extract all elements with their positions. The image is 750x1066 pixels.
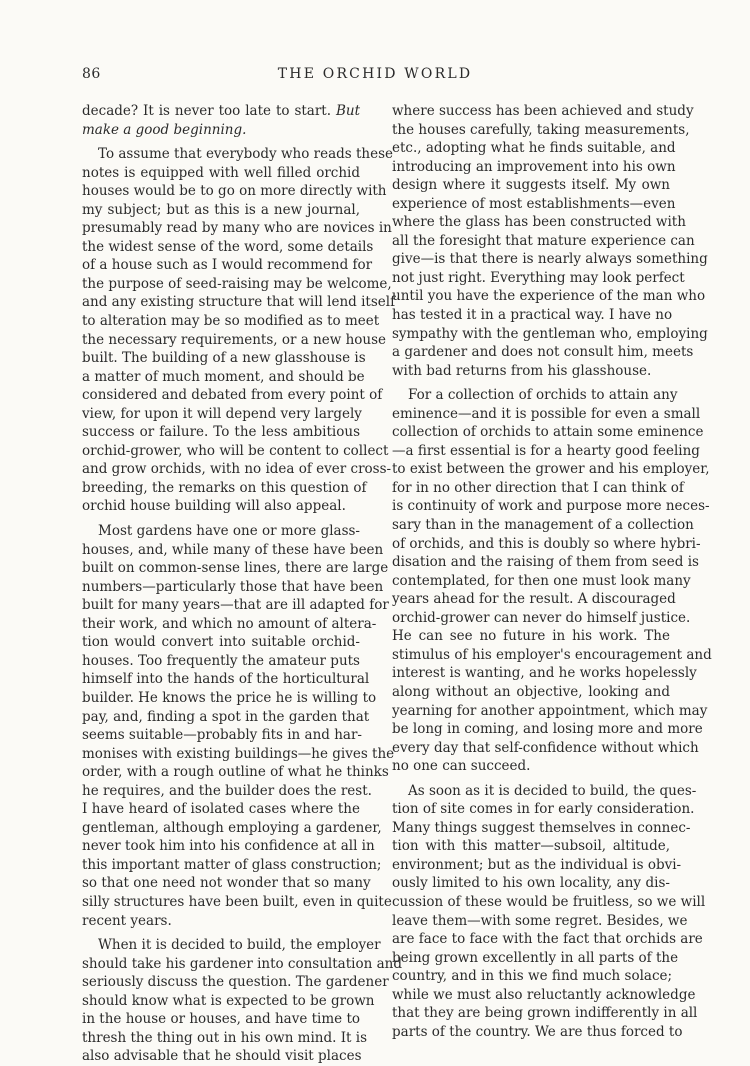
- text-line-content: the widest sense of the word, some details: [82, 238, 374, 255]
- running-title: THE ORCHID WORLD: [277, 66, 473, 82]
- text-line: [392, 176, 670, 195]
- text-line: [82, 541, 384, 560]
- text-line: [392, 343, 694, 362]
- text-line-content: country, and in this we find much solace;: [392, 968, 673, 985]
- text-line-content: view, for upon it will depend very largely: [82, 405, 362, 422]
- text-line-content: collection of orchids to attain some eminence: [392, 424, 704, 441]
- text-line-content: For a collection of orchids to attain any: [408, 387, 678, 404]
- text-line-content: environment; but as the individual is obvi-: [392, 856, 682, 873]
- text-line: [392, 683, 670, 702]
- text-line: [392, 232, 695, 251]
- text-line-content: being grown excellently in all parts of the: [392, 949, 679, 966]
- text-line-content: never took him into his confidence at all in: [82, 838, 375, 855]
- text-line-content: leave them—with some regret. Besides, we: [392, 912, 688, 929]
- text-line: [82, 201, 360, 220]
- text-line-content: breeding, the remarks on this question of: [82, 479, 367, 496]
- text-line: [392, 590, 676, 609]
- text-line: [82, 293, 396, 312]
- text-line-content: himself into the hands of the horticultural: [82, 671, 370, 688]
- text-line: [82, 368, 365, 387]
- text-line: [82, 992, 375, 1011]
- text-line: [392, 423, 704, 442]
- text-line: [82, 275, 392, 294]
- text-line-content: of a house such as I would recommend for: [82, 257, 373, 274]
- page-number: 86: [82, 66, 101, 82]
- text-line: [82, 479, 367, 498]
- text-line-content: orchid-grower can never do himself justice.: [392, 609, 691, 626]
- text-line: [392, 250, 708, 269]
- text-line-content: to exist between the grower and his employer,: [392, 461, 710, 478]
- text-line-content: considered and debated from every point of: [82, 387, 383, 404]
- text-line: [392, 739, 699, 758]
- text-line-content: a gardener and does not consult him, meets: [392, 344, 694, 361]
- text-line: [82, 442, 389, 461]
- text-line-content: notes is equipped with well filled orchid: [82, 164, 360, 181]
- text-line-content: for in no other direction that I can think of: [392, 479, 684, 496]
- text-line-content: where the glass has been constructed with: [392, 214, 686, 231]
- text-line-content: —a first essential is for a hearty good feeling: [392, 442, 700, 459]
- text-line-content: until you have the experience of the man who: [392, 288, 706, 305]
- text-line-content: also advisable that he should visit places: [82, 1048, 362, 1065]
- text-line-content: numbers—particularly those that have been: [82, 578, 384, 595]
- left-column: [82, 102, 402, 1066]
- text-line-content: with bad returns from his glasshouse.: [392, 362, 652, 379]
- text-line-content: and any existing structure that will lend itself: [82, 294, 396, 311]
- text-line-content: silly structures have been built, even in quite: [82, 893, 392, 910]
- text-line: [392, 497, 710, 516]
- text-line: [82, 726, 360, 745]
- emphasis-text: But: [335, 103, 360, 119]
- text-line: [82, 331, 387, 350]
- text-line: [392, 139, 676, 158]
- text-line: [392, 213, 686, 232]
- text-line: [82, 405, 360, 424]
- right-column: [392, 102, 712, 1041]
- text-line: [82, 874, 371, 893]
- text-line: [82, 238, 374, 257]
- text-line-content: tion would convert into suitable orchid-: [82, 634, 360, 651]
- text-line: [82, 763, 389, 782]
- text-line: [392, 986, 696, 1005]
- text-line: [82, 689, 377, 708]
- text-line: [392, 800, 695, 819]
- text-line-content: design where it suggests itself. My own: [392, 177, 670, 194]
- text-line: [392, 306, 673, 325]
- text-line: [392, 720, 703, 739]
- text-line: [82, 670, 370, 689]
- text-line: [392, 535, 701, 554]
- text-line-content: disation and the raising of them from seed is: [392, 554, 699, 571]
- text-line-content: decade? It is never too late to start.: [82, 103, 336, 119]
- text-line-content: houses. Too frequently the amateur puts: [82, 652, 360, 669]
- text-line: [82, 615, 377, 634]
- text-line-content: built on common-sense lines, there are large: [82, 560, 389, 577]
- text-line: [392, 782, 697, 801]
- text-line: [392, 158, 676, 177]
- text-line-content: are face to face with the fact that orchids are: [392, 931, 703, 948]
- text-line: [392, 949, 679, 968]
- text-line: [392, 325, 708, 344]
- text-line-content: has tested it in a practical way. I have no: [392, 307, 673, 324]
- text-line-content: He can see no future in his work. The: [392, 628, 670, 645]
- text-line-content: the purpose of seed-raising may be welcome,: [82, 275, 392, 292]
- text-line: [392, 893, 706, 912]
- text-line: [82, 497, 360, 516]
- text-line-content: built. The building of a new glasshouse is: [82, 350, 366, 367]
- text-line-content: the houses carefully, taking measurements,: [392, 121, 690, 138]
- text-line: [392, 967, 673, 986]
- text-line: [392, 386, 678, 405]
- text-line-content: introducing an improvement into his own: [392, 158, 676, 175]
- text-line-content: where success has been achieved and study: [392, 103, 694, 119]
- text-line: [82, 912, 360, 931]
- text-line-content: houses, and, while many of these have been: [82, 541, 384, 558]
- text-line-content: When it is decided to build, the employer: [98, 937, 381, 954]
- text-line: [82, 973, 389, 992]
- text-line: [392, 930, 703, 949]
- text-line-content: in the house or houses, and have time to: [82, 1011, 360, 1028]
- text-line: [392, 121, 690, 140]
- text-line-content: contemplated, for then one must look many: [392, 572, 691, 589]
- text-line: [392, 102, 694, 121]
- text-line-content: seriously discuss the question. The gardener: [82, 974, 389, 991]
- text-line-content: As soon as it is decided to build, the ques-: [408, 782, 697, 799]
- text-line-content: I have heard of isolated cases where the: [82, 801, 360, 818]
- text-line-content: not just right. Everything may look perfect: [392, 269, 685, 286]
- text-line-content: the necessary requirements, or a new house: [82, 331, 387, 348]
- text-line: [82, 349, 366, 368]
- text-line-content: a matter of much moment, and should be: [82, 368, 365, 385]
- text-line: [392, 664, 697, 683]
- text-line: [392, 195, 676, 214]
- text-line-content: stimulus of his employer's encouragement and: [392, 646, 712, 663]
- text-line: [82, 745, 395, 764]
- text-line: [82, 819, 382, 838]
- text-line: [392, 874, 670, 893]
- text-line-content: this important matter of glass construction;: [82, 856, 382, 873]
- text-line-content: be long in coming, and losing more and more: [392, 721, 703, 738]
- page-header: [0, 66, 750, 86]
- text-line: [82, 219, 392, 238]
- text-line-content: thresh the thing out in his own mind. It is: [82, 1029, 368, 1046]
- text-line-content: give—is that there is nearly always something: [392, 251, 708, 268]
- text-line: [82, 596, 389, 615]
- text-line: [392, 553, 699, 572]
- text-line-content: every day that self-confidence without which: [392, 739, 699, 756]
- text-line-content: orchid house building will also appeal.: [82, 498, 346, 515]
- text-line: [82, 102, 360, 121]
- text-line-content: yearning for another appointment, which may: [392, 702, 708, 719]
- text-line-content: my subject; but as this is a new journal,: [82, 201, 360, 218]
- text-line: [392, 1023, 683, 1042]
- text-line: [392, 912, 688, 931]
- text-line-content: to alteration may be so modified as to meet: [82, 313, 380, 330]
- text-line: [392, 362, 670, 381]
- text-line: [392, 646, 712, 665]
- text-line-content: recent years.: [82, 912, 172, 929]
- text-line-content: presumably read by many who are novices in: [82, 220, 392, 237]
- text-line-content: sympathy with the gentleman who, employing: [392, 325, 708, 342]
- text-line-content: of orchids, and this is doubly so where hybri-: [392, 535, 701, 552]
- text-line: [82, 386, 383, 405]
- text-line-content: he requires, and the builder does the rest.: [82, 782, 372, 799]
- text-line: [392, 702, 708, 721]
- text-line-content: houses would be to go on more directly with: [82, 183, 387, 200]
- text-line-content: so that one need not wonder that so many: [82, 875, 371, 892]
- text-line-content: should take his gardener into consultation and: [82, 955, 402, 972]
- text-line-content: interest is wanting, and he works hopelessly: [392, 665, 697, 682]
- text-line: [392, 442, 700, 461]
- text-line: [392, 405, 701, 424]
- text-line: [82, 423, 360, 442]
- text-line-content: success or failure. To the less ambitious: [82, 424, 360, 441]
- text-line-content: should know what is expected to be grown: [82, 992, 375, 1009]
- text-line: [82, 121, 360, 140]
- text-line-content: no one can succeed.: [392, 758, 531, 775]
- text-line: [82, 652, 360, 671]
- text-line-content: parts of the country. We are thus forced to: [392, 1023, 683, 1040]
- text-line: [392, 819, 691, 838]
- text-line: [82, 782, 372, 801]
- text-line: [82, 164, 360, 183]
- text-line: [392, 269, 685, 288]
- text-line: [392, 572, 691, 591]
- text-line: [82, 856, 382, 875]
- article-body: [82, 102, 712, 1065]
- text-line-content: their work, and which no amount of altera-: [82, 615, 377, 632]
- text-line-content: Most gardens have one or more glass-: [98, 523, 360, 540]
- text-line: [82, 936, 381, 955]
- text-line: [392, 837, 670, 856]
- text-line-content: is continuity of work and purpose more neces-: [392, 498, 710, 515]
- text-line-content: cussion of these would be fruitless, so we will: [392, 893, 706, 910]
- text-line-content: pay, and, finding a spot in the garden that: [82, 708, 370, 725]
- text-line: [392, 856, 682, 875]
- text-line: [82, 256, 373, 275]
- text-line-content: years ahead for the result. A discouraged: [392, 591, 676, 608]
- text-line: [392, 516, 694, 535]
- text-line: [82, 522, 360, 541]
- text-line: [82, 708, 370, 727]
- text-line-content: and grow orchids, with no idea of ever cross-: [82, 461, 392, 478]
- text-line: [82, 633, 360, 652]
- text-line-content: gentleman, although employing a gardener,: [82, 819, 382, 836]
- text-line: [82, 559, 389, 578]
- text-line-content: experience of most establishments—even: [392, 195, 676, 212]
- text-line-content: seems suitable—probably fits in and har-: [82, 727, 362, 744]
- text-line: [82, 800, 360, 819]
- text-line-content: tion with this matter—subsoil, altitude,: [392, 838, 670, 855]
- text-line-content: sary than in the management of a collection: [392, 517, 694, 534]
- text-line-content: monises with existing buildings—he gives the: [82, 745, 395, 762]
- emphasis-text: make a good beginning.: [82, 121, 247, 138]
- text-line: [392, 479, 684, 498]
- text-line: [392, 609, 691, 628]
- text-line-content: eminence—and it is possible for even a small: [392, 405, 701, 422]
- text-line: [392, 1004, 698, 1023]
- text-line: [82, 578, 384, 597]
- text-line-content: tion of site comes in for early consideration.: [392, 801, 695, 818]
- text-line-content: etc., adopting what he finds suitable, and: [392, 140, 676, 157]
- text-line-content: orchid-grower, who will be content to collect: [82, 442, 389, 459]
- text-line-content: that they are being grown indifferently in all: [392, 1005, 698, 1022]
- text-line-content: To assume that everybody who reads these: [98, 146, 394, 163]
- text-line: [82, 1047, 360, 1066]
- text-line: [82, 312, 380, 331]
- text-line-content: ously limited to his own locality, any dis-: [392, 875, 670, 892]
- text-line: [82, 893, 392, 912]
- text-line-content: while we must also reluctantly acknowledge: [392, 986, 696, 1003]
- text-line-content: built for many years—that are ill adapted for: [82, 597, 389, 614]
- text-line: [82, 145, 394, 164]
- text-line: [392, 287, 706, 306]
- text-line-content: order, with a rough outline of what he thinks: [82, 764, 389, 781]
- text-line-content: along without an objective, looking and: [392, 683, 670, 700]
- text-line: [82, 837, 375, 856]
- text-line: [392, 757, 670, 776]
- text-line: [82, 182, 387, 201]
- text-line: [82, 1029, 368, 1048]
- text-line: [82, 460, 392, 479]
- text-line: [392, 460, 710, 479]
- text-line: [392, 627, 670, 646]
- text-line-content: builder. He knows the price he is willing to: [82, 689, 377, 706]
- text-line-content: Many things suggest themselves in connec-: [392, 819, 691, 836]
- text-line: [82, 955, 402, 974]
- text-line: [82, 1010, 360, 1029]
- text-line-content: all the foresight that mature experience can: [392, 232, 695, 249]
